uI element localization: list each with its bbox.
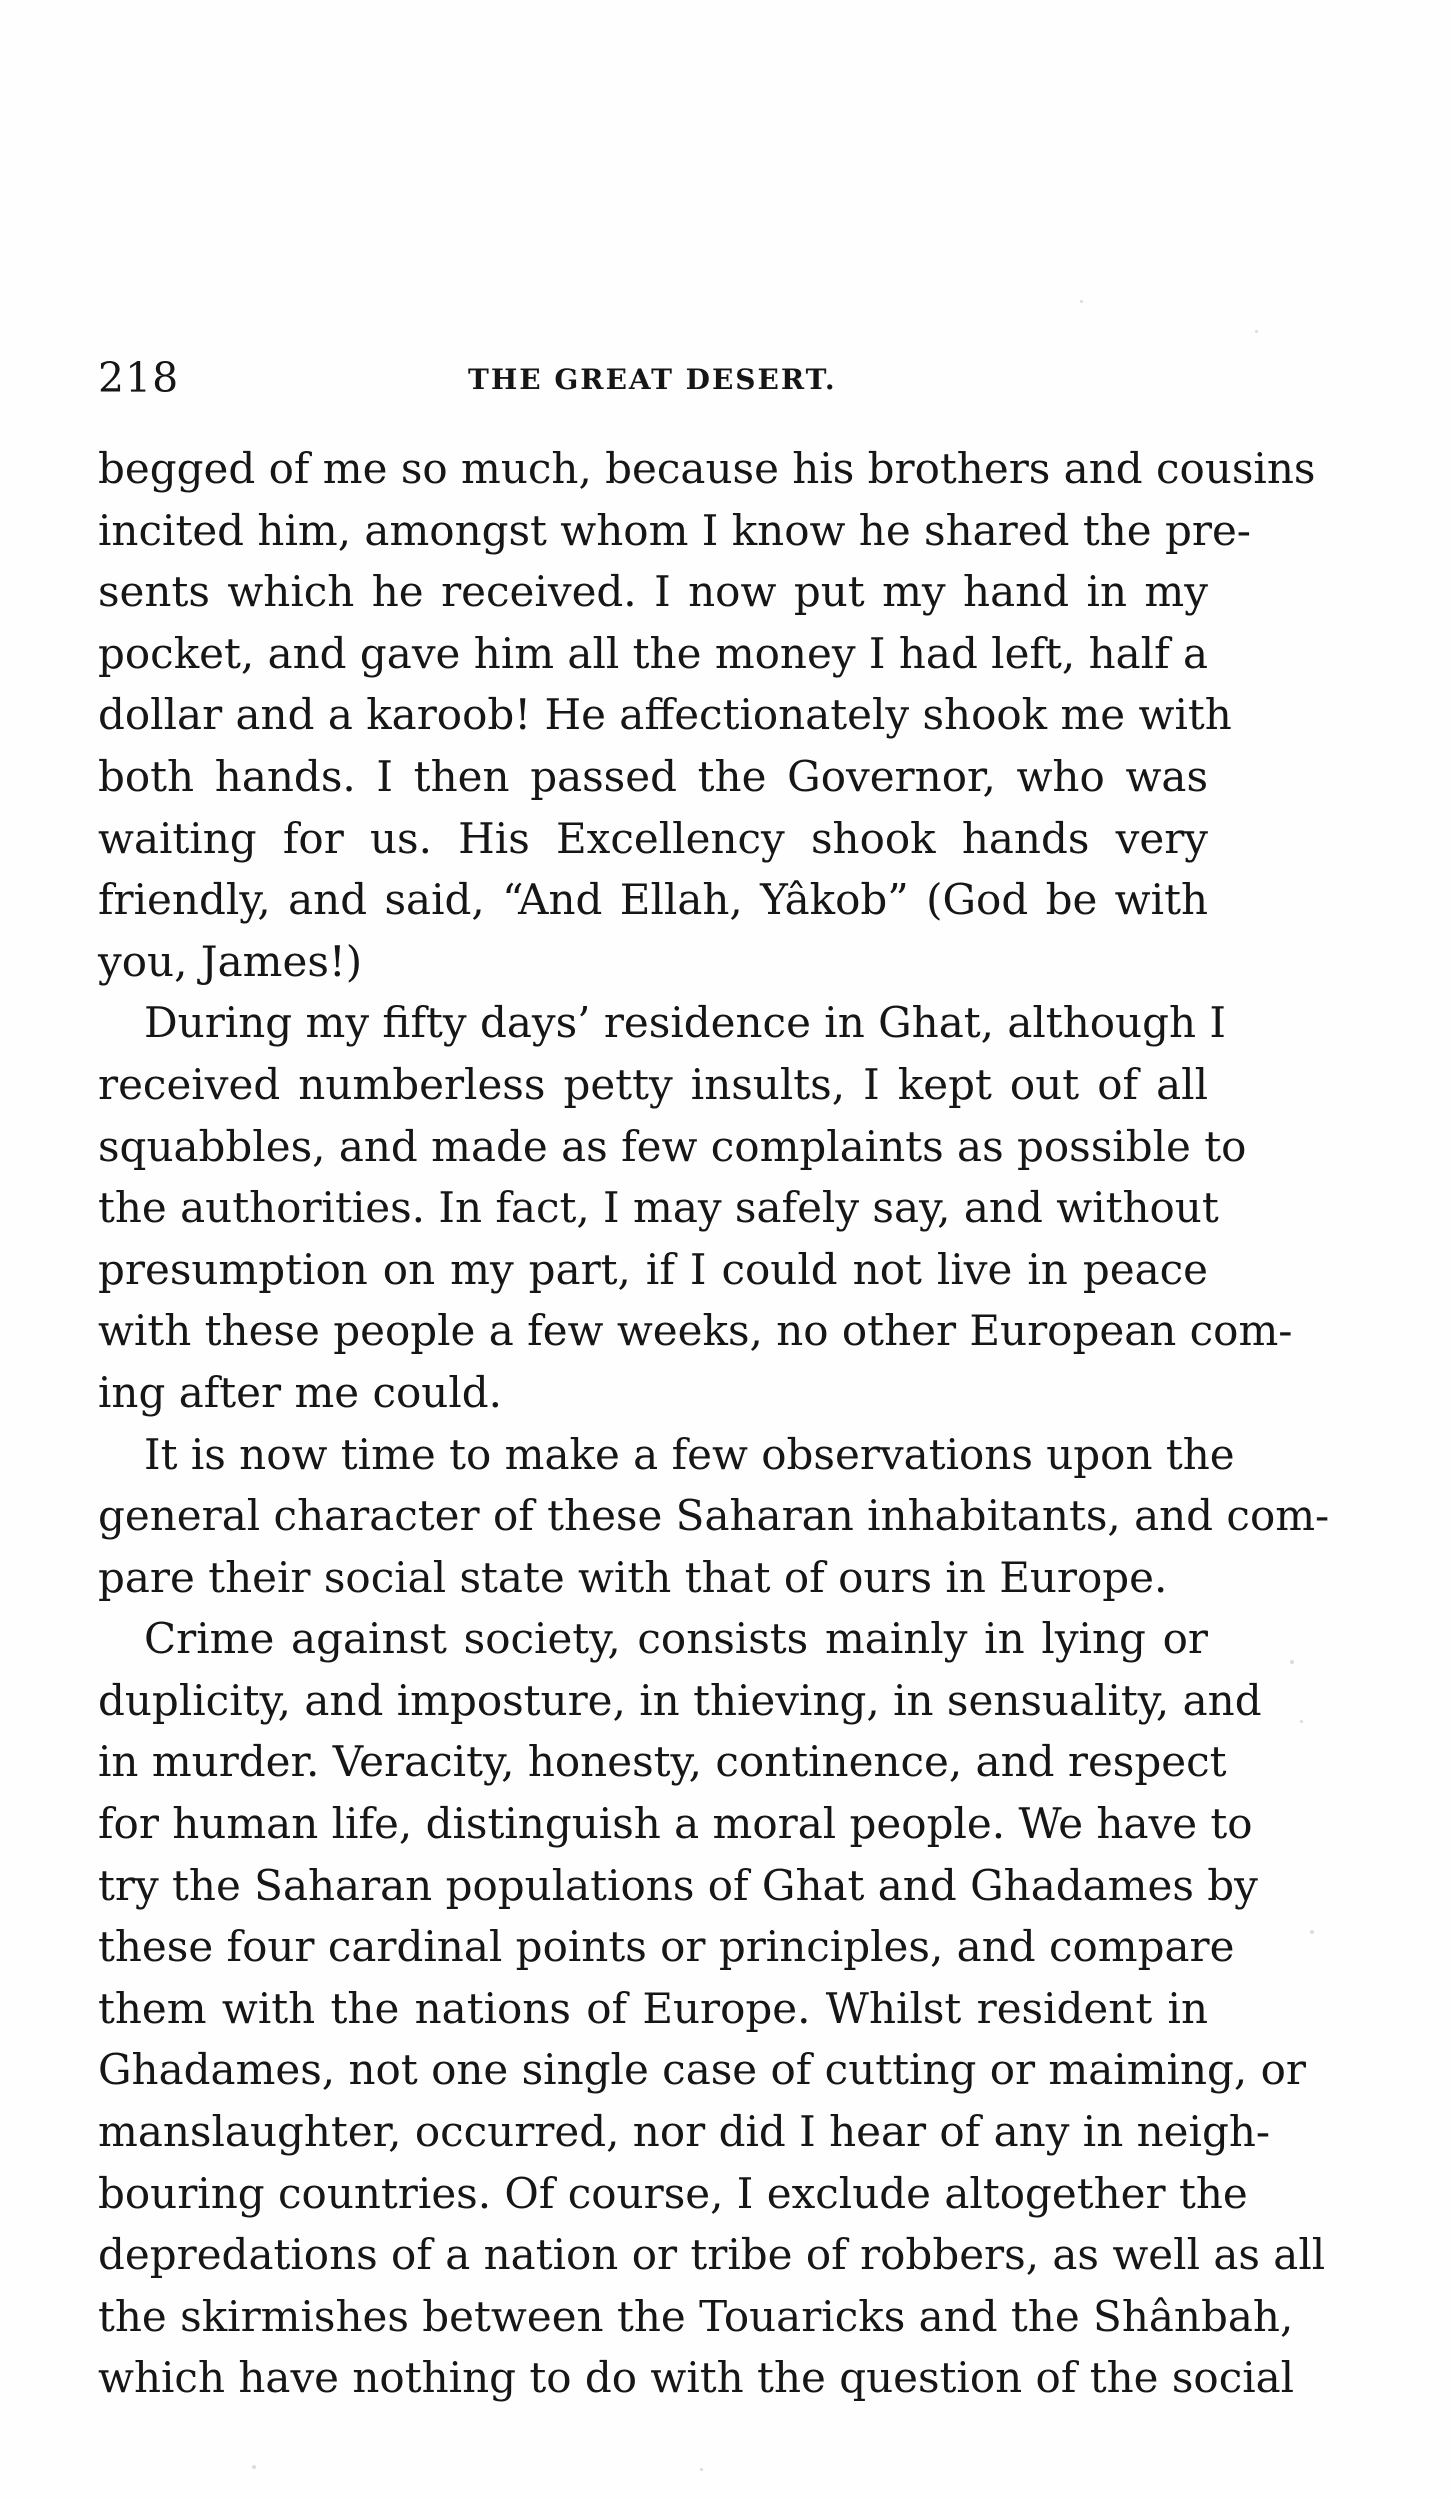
text-line: squabbles, and made as few complaints as possible to xyxy=(98,1121,1247,1171)
paper-speck xyxy=(1080,300,1083,303)
text-line: them with the nations of Europe. Whilst resident in xyxy=(98,1983,1208,2033)
text-line: both hands. I then passed the Governor, who was xyxy=(98,751,1208,801)
paper-speck xyxy=(1310,1930,1314,1934)
text-line: During my fifty days’ residence in Ghat, although I xyxy=(144,998,1226,1048)
text-line: begged of me so much, because his brothers and cousins xyxy=(98,444,1316,493)
text-line: for human life, distinguish a moral people. We have to xyxy=(98,1799,1253,1849)
paper-speck xyxy=(700,2468,703,2471)
text-line: incited him, amongst whom I know he shared the pre- xyxy=(98,505,1251,555)
text-line: Crime against society, consists mainly in lying or xyxy=(144,1614,1208,1664)
text-line: friendly, and said, “And Ellah, Yâkob” (God be with xyxy=(98,875,1208,925)
running-head: THE GREAT DESERT. xyxy=(468,363,837,396)
text-line: with these people a few weeks, no other European com- xyxy=(98,1306,1293,1356)
text-line: which have nothing to do with the question of the social xyxy=(98,2353,1295,2403)
text-line: pocket, and gave him all the money I had left, half a xyxy=(98,628,1209,678)
text-line: dollar and a karoob! He affectionately shook me with xyxy=(98,690,1232,740)
text-line: manslaughter, occurred, nor did I hear of any in neigh- xyxy=(98,2107,1271,2157)
text-line: ing after me could. xyxy=(98,1367,503,1417)
text-line: in murder. Veracity, honesty, continence, and respect xyxy=(98,1737,1227,1787)
text-line: these four cardinal points or principles, and compare xyxy=(98,1922,1235,1972)
body-text xyxy=(98,438,1330,2409)
text-line: It is now time to make a few observations upon the xyxy=(144,1429,1235,1479)
text-line: you, James!) xyxy=(98,936,363,986)
text-line: the authorities. In fact, I may safely say, and without xyxy=(98,1183,1219,1233)
text-line: sents which he received. I now put my hand in my xyxy=(98,567,1208,617)
paper-speck xyxy=(1300,1720,1303,1723)
text-line: depredations of a nation or tribe of robbers, as well as all xyxy=(98,2230,1326,2280)
paper-speck xyxy=(252,2465,256,2469)
text-line: bouring countries. Of course, I exclude altogether the xyxy=(98,2168,1248,2218)
paper-speck xyxy=(1290,1660,1294,1664)
text-line: general character of these Saharan inhabitants, and com- xyxy=(98,1491,1330,1541)
text-line: Ghadames, not one single case of cutting or maiming, or xyxy=(98,2045,1306,2095)
paper-speck xyxy=(1255,330,1258,333)
text-line: duplicity, and imposture, in thieving, in sensuality, and xyxy=(98,1675,1262,1725)
text-line: try the Saharan populations of Ghat and Ghadames by xyxy=(98,1860,1258,1910)
text-line: the skirmishes between the Touaricks and the Shânbah, xyxy=(98,2291,1294,2341)
text-line: waiting for us. His Excellency shook hands very xyxy=(98,813,1208,863)
text-line: presumption on my part, if I could not live in peace xyxy=(98,1244,1208,1294)
page-number: 218 xyxy=(98,354,180,402)
text-line: received numberless petty insults, I kept out of all xyxy=(98,1059,1208,1109)
text-line: pare their social state with that of ours in Europe. xyxy=(98,1552,1168,1602)
page-header xyxy=(98,348,1208,408)
